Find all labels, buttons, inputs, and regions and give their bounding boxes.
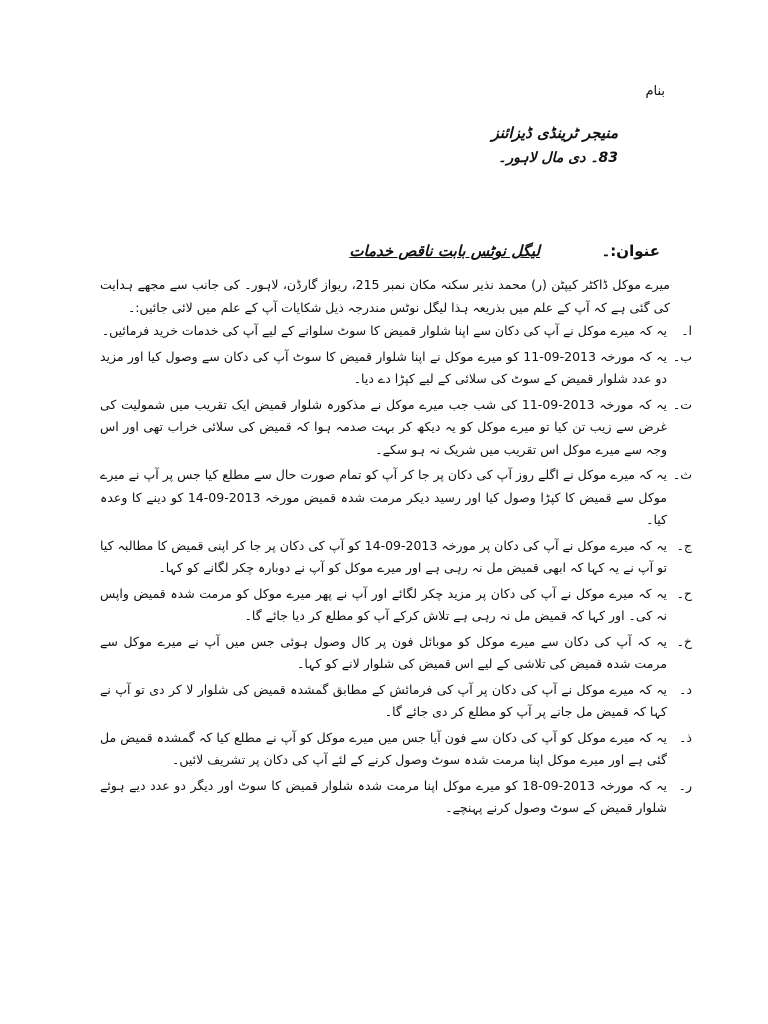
item-marker: ح۔ xyxy=(676,585,692,601)
list-item xyxy=(100,631,692,676)
subject-title: لیگل نوٹس بابت ناقص خدمات xyxy=(349,242,540,260)
item-text: یہ کہ مورخہ 2013-09-18 کو میرے موکل اپنا مرمت شدہ شلوار قمیض کا سوٹ اور دیگر دو عدد دیے ہوئے شلوار قمیض کے سوٹ وصول کرنے پہنچے۔ xyxy=(100,777,667,815)
item-text: یہ کہ میرے موکل نے آپ کی دکان سے اپنا شلوار قمیض کا سوٹ سلوانے کے لیے آپ کی خدمات خرید فرمائیں۔ xyxy=(101,323,667,338)
list-item xyxy=(100,535,692,580)
salutation: بنام xyxy=(645,84,665,99)
item-marker: د۔ xyxy=(679,681,692,697)
list-item xyxy=(100,320,692,343)
list-item xyxy=(100,583,692,628)
subject-line xyxy=(100,242,660,266)
intro-paragraph: میرے موکل ڈاکٹر کیپٹن (ر) محمد نذیر سکنہ مکان نمبر 215، ریواز گارڈن، لاہور۔ کی جانب سے مجھے ہدایت کی گئی ہے کہ آپ کے علم میں بذریعہ ہذا لیگل نوٹس مندرجہ ذیل شکایات آپ کے علم میں لائی جائیں:۔ xyxy=(100,276,670,315)
list-item xyxy=(100,775,692,820)
item-text: یہ کہ آپ کی دکان سے میرے موکل کو موبائل فون پر کال وصول ہوئی جس میں آپ نے میرے موکل سے مرمت شدہ قمیض کی تلاشی کے لیے اس قمیض کی شلوار لانے کو کہا۔ xyxy=(100,633,667,671)
list-item xyxy=(100,394,692,462)
addressee-address: 83۔ دی مال لاہور۔ xyxy=(498,150,618,166)
list-item xyxy=(100,346,692,391)
item-text: یہ کہ میرے موکل نے آپ کی دکان پر آپ کی فرمائش کے مطابق گمشدہ قمیض کی شلوار لا کر دی تو آپ نے کہا کہ قمیض مل جانے پر آپ کو مطلع کر دی جائے گا۔ xyxy=(100,681,667,719)
list-item xyxy=(100,727,692,772)
complaint-list xyxy=(100,320,692,823)
item-marker: ج۔ xyxy=(676,537,692,553)
item-text: یہ کہ مورخہ 2013-09-11 کی شب جب میرے موکل نے مذکورہ شلوار قمیض ایک تقریب میں شمولیت کی غرض سے زیب تن کیا تو میرے موکل کو یہ دیکھ کر بہت صدمہ ہوا کہ قمیض کی سلائی خراب تھی اور اس وجہ سے میرے موکل اس تقریب میں شریک نہ ہو سکے۔ xyxy=(100,396,667,457)
list-item xyxy=(100,464,692,532)
item-marker: ذ۔ xyxy=(679,729,692,745)
item-marker: ر۔ xyxy=(678,777,692,793)
addressee-block xyxy=(491,120,618,170)
item-text: یہ کہ میرے موکل کو آپ کی دکان سے فون آیا جس میں میرے موکل کو آپ نے مطلع کیا کہ گمشدہ قمیض مل گئی ہے اور میرے موکل اپنا مرمت شدہ سوٹ وصول کرنے کے لئے آپ کی دکان پر تشریف لائیں۔ xyxy=(100,729,667,767)
item-text: یہ کہ میرے موکل نے آپ کی دکان پر مزید چکر لگائے اور آپ نے پھر میرے موکل کو مرمت شدہ قمیض واپس نہ کی۔ اور کہا کہ قمیض مل نہ رہی ہے تلاش کرکے آپ کو مطلع کر دیا جائے گا۔ xyxy=(100,585,667,623)
item-marker: ث۔ xyxy=(672,467,692,482)
item-text: یہ کہ مورخہ 2013-09-11 کو میرے موکل نے اپنا شلوار قمیض کا سوٹ آپ کی دکان سے وصول کیا اور مزید دو عدد شلوار قمیض کے سوٹ کی سلائی کے لیے کپڑا دے دیا۔ xyxy=(100,348,667,386)
list-item xyxy=(100,679,692,724)
subject-label: عنوان:۔ xyxy=(601,242,660,260)
item-marker: خ۔ xyxy=(676,633,692,649)
item-marker: ت۔ xyxy=(672,396,692,412)
addressee-name: منیجر ٹرینڈی ڈیزائنز xyxy=(491,124,618,142)
item-text: یہ کہ میرے موکل نے آپ کی دکان پر مورخہ 2013-09-14 کو آپ کی دکان پر جا کر اپنی قمیض کا مطالبہ کیا تو آپ نے یہ کہا کہ ابھی قمیض مل نہ رہی ہے اور میرے موکل کو آپ نے دوبارہ چکر لگانے کو کہا۔ xyxy=(100,537,667,575)
item-marker: ب۔ xyxy=(672,348,692,364)
item-text: یہ کہ میرے موکل نے اگلے روز آپ کی دکان پر جا کر آپ کو تمام صورت حال سے مطلع کیا جس پر آپ نے میرے موکل سے قمیض کا کپڑا وصول کیا اور رسید دیکر مرمت شدہ قمیض مورخہ 2013-09-14 کو دینے کا وعدہ کیا۔ xyxy=(100,467,667,527)
item-marker: ا۔ xyxy=(681,323,692,338)
